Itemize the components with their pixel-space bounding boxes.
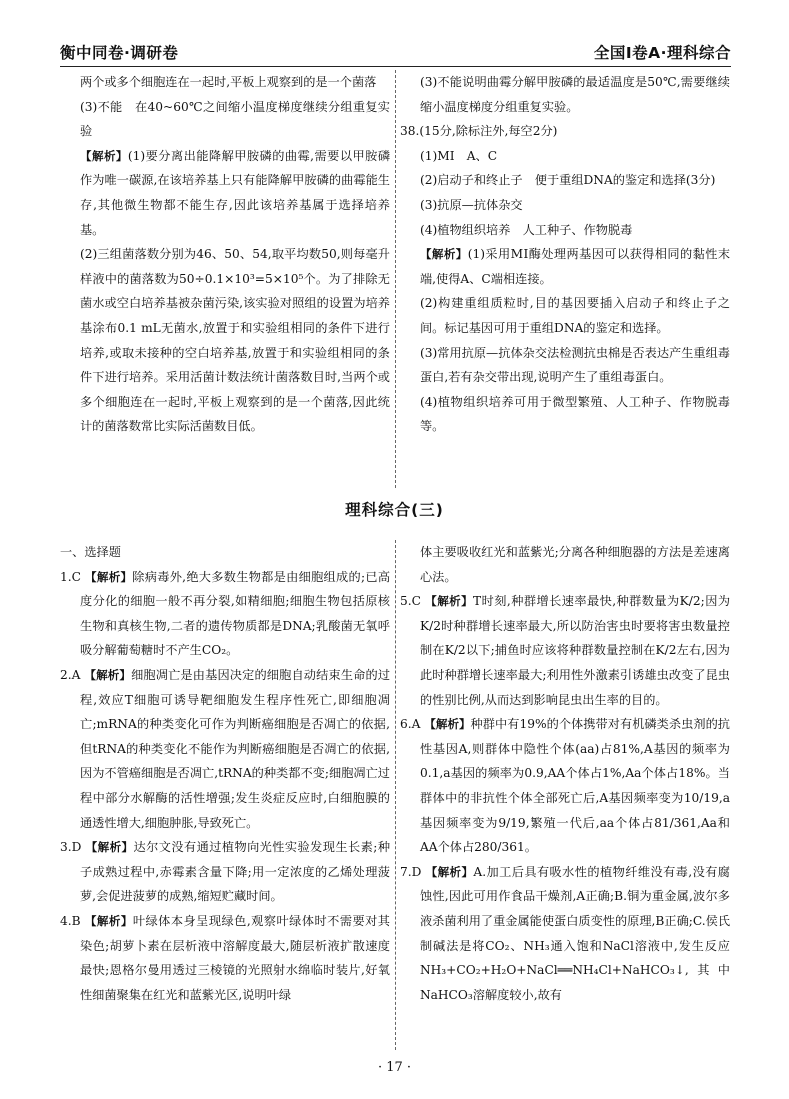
analysis-tag: 【解析】 <box>425 594 474 609</box>
paragraph-text: (1)要分离出能降解甲胺磷的曲霉,需要以甲胺磷作为唯一碳源,在该培养基上只有能降解甲胺磷的曲霉能生存,其他微生物都不能生存,因此该培养基属于选择培养基。 <box>80 148 391 237</box>
paragraph-text: (4)植物组织培养 人工种子、作物脱毒 <box>420 222 633 237</box>
paragraph-text: 种群中有19%的个体携带对有机磷类杀虫剂的抗性基因A,则群体中隐性个体(aa)占81%,A基因的频率为0.1,a基因的频率为0.9,AA个体占1%,Aa个体占18%。当群体中的非抗性个体全部死亡后,A基因频率变为10/19,a基因频率变为9/19,繁殖一代后,aa个体占81/361,Aa和AA个体占280/361。 <box>420 717 730 855</box>
header-left-title: 衡中同卷·调研卷 <box>60 44 179 62</box>
answer-number: 5.C <box>400 594 426 609</box>
answer-number: 4.B <box>60 913 85 928</box>
paragraph <box>400 242 730 291</box>
bottom-left-column <box>60 540 390 1007</box>
paragraph <box>400 168 730 193</box>
analysis-tag: 【解析】 <box>85 840 134 855</box>
analysis-tag: 【解析】 <box>425 864 474 879</box>
paragraph-text: (3)不能 在40~60℃之间缩小温度梯度继续分组重复实验 <box>80 99 390 139</box>
top-right-column <box>400 70 730 439</box>
answer-number: 1.C <box>60 569 86 584</box>
header-right-title: 全国Ⅰ卷A·理科综合 <box>593 44 731 62</box>
paragraph <box>400 860 730 1008</box>
paragraph-text: 体主要吸收红光和蓝紫光;分离各种细胞器的方法是差速离心法。 <box>420 545 730 584</box>
paragraph-text: (2)构建重组质粒时,目的基因要插入启动子和终止子之间。标记基因可用于重组DNA的鉴定和选择。 <box>420 296 730 335</box>
paragraph <box>60 70 390 95</box>
paragraph-text: 38.(15分,除标注外,每空2分) <box>400 124 558 139</box>
answer-number: 7.D <box>400 864 426 879</box>
paragraph-text: (1)采用MⅠ酶处理两基因可以获得相同的黏性末端,使得A、C端相连接。 <box>420 247 731 286</box>
paragraph <box>60 95 390 144</box>
analysis-tag: 【解析】 <box>84 913 133 928</box>
analysis-tag: 【解析】 <box>80 148 128 163</box>
page-number: · 17 · <box>377 1060 412 1075</box>
bottom-right-column <box>400 540 730 1007</box>
paragraph <box>60 540 390 565</box>
paragraph-text: A.加工后具有吸水性的植物纤维没有毒,没有腐蚀性,因此可用作食品干燥剂,A正确;B.铜为重金属,波尔多液杀菌利用了重金属能使蛋白质变性的原理,B正确;C.侯氏制碱法是将CO₂、NH₃通入饱和NaCl溶液中,发生反应NH₃+CO₂+H₂O+NaCl══NH₄Cl+NaHCO₃↓,其中NaHCO₃溶解度较小,故有 <box>420 864 731 1002</box>
paragraph-text: (4)植物组织培养可用于微型繁殖、人工种子、作物脱毒等。 <box>420 394 730 434</box>
paragraph <box>60 144 390 242</box>
paragraph <box>400 712 730 860</box>
column-divider-bottom <box>395 540 396 1050</box>
paragraph-text: 细胞凋亡是由基因决定的细胞自动结束生命的过程,效应T细胞可诱导靶细胞发生程序性死亡,即细胞凋亡;mRNA的种类变化可作为判断癌细胞是否凋亡的依据,但tRNA的种类变化不能作为判断癌细胞是否凋亡的依据,因为不管癌细胞是否凋亡,tRNA的种类都不变;细胞凋亡过程中部分水解酶的活性增强;发生炎症反应时,白细胞膜的通透性增大,细胞肿胀,导致死亡。 <box>80 667 391 830</box>
analysis-tag: 【解析】 <box>420 247 468 262</box>
paragraph <box>400 589 730 712</box>
paragraph-text: (1)MⅠ A、C <box>420 148 498 163</box>
paragraph-text: (3)抗原—抗体杂交 <box>420 197 523 212</box>
paragraph <box>400 119 730 144</box>
paragraph-text: 除病毒外,绝大多数生物都是由细胞组成的;已高度分化的细胞一般不再分裂,如精细胞;细胞生物包括原核生物和真核生物,二者的遗传物质都是DNA;乳酸菌无氧呼吸分解葡萄糖时不产生CO₂。 <box>80 569 391 658</box>
paragraph <box>400 144 730 169</box>
paragraph-text: 两个或多个细胞连在一起时,平板上观察到的是一个菌落 <box>80 75 377 89</box>
paragraph-text: T时刻,种群增长速率最快,种群数量为K/2;因为K/2时种群增长速率最大,所以防治害虫时要将害虫数量控制在K/2以下;捕鱼时应该将种群数量控制在K/2左右,因为此时种群增长速率最大;利用性外激素引诱雄虫改变了昆虫的性别比例,从而达到影响昆虫出生率的目的。 <box>420 594 731 707</box>
paragraph <box>400 70 730 119</box>
paragraph-text: 叶绿体本身呈现绿色,观察叶绿体时不需要对其染色;胡萝卜素在层析液中溶解度最大,随层析液扩散速度最快;恩格尔曼用透过三棱镜的光照射水绵临时装片,好氧性细菌聚集在红光和蓝紫光区,说明叶绿 <box>80 913 390 1002</box>
paragraph <box>400 218 730 243</box>
paragraph <box>400 291 730 340</box>
column-divider-top <box>395 70 396 488</box>
paragraph-text: 达尔文没有通过植物向光性实验发现生长素;种子成熟过程中,赤霉素含量下降;用一定浓度的乙烯处理菠萝,会促进菠萝的成熟,缩短贮藏时间。 <box>80 840 391 904</box>
paragraph-text: (2)启动子和终止子 便于重组DNA的鉴定和选择(3分) <box>420 173 716 188</box>
top-left-column <box>60 70 390 439</box>
paragraph <box>60 663 390 835</box>
analysis-tag: 【解析】 <box>85 569 133 584</box>
paragraph <box>60 565 390 663</box>
answer-number: 3.D <box>60 840 86 855</box>
paragraph <box>60 242 390 439</box>
paragraph-text: (3)常用抗原—抗体杂交法检测抗虫棉是否表达产生重组毒蛋白,若有杂交带出现,说明产生了重组毒蛋白。 <box>420 345 730 385</box>
page-header <box>60 42 731 67</box>
section-title: 理科综合(三) <box>345 501 444 519</box>
paragraph <box>60 909 390 1007</box>
paragraph <box>400 341 730 390</box>
analysis-tag: 【解析】 <box>424 717 471 732</box>
paragraph <box>400 193 730 218</box>
paragraph-text: 一、选择题 <box>60 545 121 559</box>
answer-number: 6.A <box>400 717 425 732</box>
paragraph <box>60 835 390 909</box>
paragraph <box>400 390 730 439</box>
paragraph-text: (3)不能说明曲霉分解甲胺磷的最适温度是50℃,需要继续缩小温度梯度分组重复实验。 <box>420 75 730 114</box>
paragraph-text: (2)三组菌落数分别为46、50、54,取平均数50,则每毫升样液中的菌落数为50÷0.1×10³=5×10⁵个。为了排除无菌水或空白培养基被杂菌污染,该实验对照组的设置为培养基涂布0.1 mL无菌水,放置于和实验组相同的条件下进行培养,或取未接种的空白培养基,放置于和实验组相同的条件下进行培养。采用活菌计数法统计菌落数目时,当两个或多个细胞连在一起时,平板上观察到的是一个菌落,因此统计的菌落数常比实际活菌数目低。 <box>80 247 390 434</box>
paragraph <box>400 540 730 589</box>
analysis-tag: 【解析】 <box>84 667 132 682</box>
answer-number: 2.A <box>60 667 85 682</box>
